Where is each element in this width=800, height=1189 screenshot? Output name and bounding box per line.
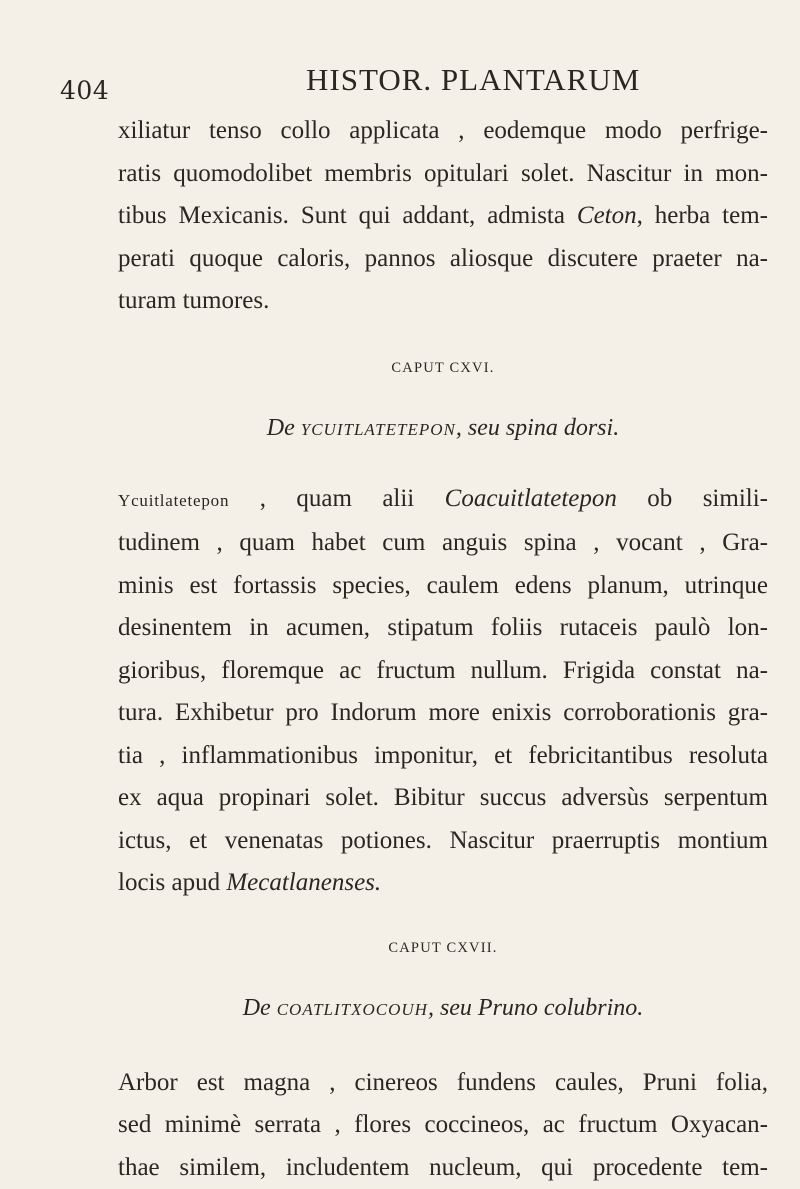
- text-line: Ycuitlatetepon , quam alii Coacuitlatetepon ob simili-: [118, 478, 768, 523]
- text-line: turam tumores.: [118, 280, 778, 323]
- text-line: ex aqua propinari solet. Bibitur succus adversùs serpentum: [118, 777, 768, 820]
- text-line: perati quoque caloris, pannos aliosque discutere praeter na-: [118, 238, 768, 281]
- text-line: minis est fortassis species, caulem edens planum, utrinque: [118, 565, 768, 608]
- chapter-heading: CAPUT CXVI.: [118, 347, 768, 390]
- text-line: ratis quomodolibet membris opitulari solet. Nascitur in mon-: [118, 153, 768, 196]
- body-text: [118, 110, 778, 1189]
- page-header: [60, 62, 760, 102]
- text-line: locis apud Mecatlanenses.: [118, 862, 778, 905]
- chapter-title: De YCUITLATETEPON, seu spina dorsi.: [118, 407, 768, 452]
- text-line: sed minimè serrata , flores coccineos, ac fructum Oxyacan-: [118, 1104, 768, 1147]
- text-line: xiliatur tenso collo applicata , eodemque modo perfrige-: [118, 110, 768, 153]
- text-line: tibus Mexicanis. Sunt qui addant, admista Ceton, herba tem-: [118, 195, 768, 238]
- text-line: tia , inflammationibus imponitur, et febricitantibus resoluta: [118, 735, 768, 778]
- text-line: desinentem in acumen, stipatum foliis rutaceis paulò lon-: [118, 607, 768, 650]
- chapter-title: De COATLITXOCOUH, seu Pruno colubrino.: [118, 987, 768, 1032]
- text-line: tura. Exhibetur pro Indorum more enixis corroborationis gra-: [118, 692, 768, 735]
- chapter-heading: CAPUT CXVII.: [118, 927, 768, 970]
- plant-name: Ceton: [577, 202, 637, 229]
- text-line: gioribus, floremque ac fructum nullum. Frigida constat na-: [118, 650, 768, 693]
- text-line: tudinem , quam habet cum anguis spina , vocant , Gra-: [118, 522, 768, 565]
- text-line: Arbor est magna , cinereos fundens caules, Pruni folia,: [118, 1062, 768, 1105]
- plant-name: Ycuitlatetepon: [118, 491, 229, 510]
- running-head: HISTOR. PLANTARUM: [306, 62, 640, 98]
- page-number: 404: [60, 76, 109, 105]
- text-line: thae similem, includentem nucleum, qui procedente tem-: [118, 1147, 768, 1189]
- text-line: ictus, et venenatas potiones. Nascitur praerruptis montium: [118, 820, 768, 863]
- plant-name: Coacuitlatetepon: [445, 485, 617, 512]
- people-name: Mecatlanenses.: [226, 869, 381, 896]
